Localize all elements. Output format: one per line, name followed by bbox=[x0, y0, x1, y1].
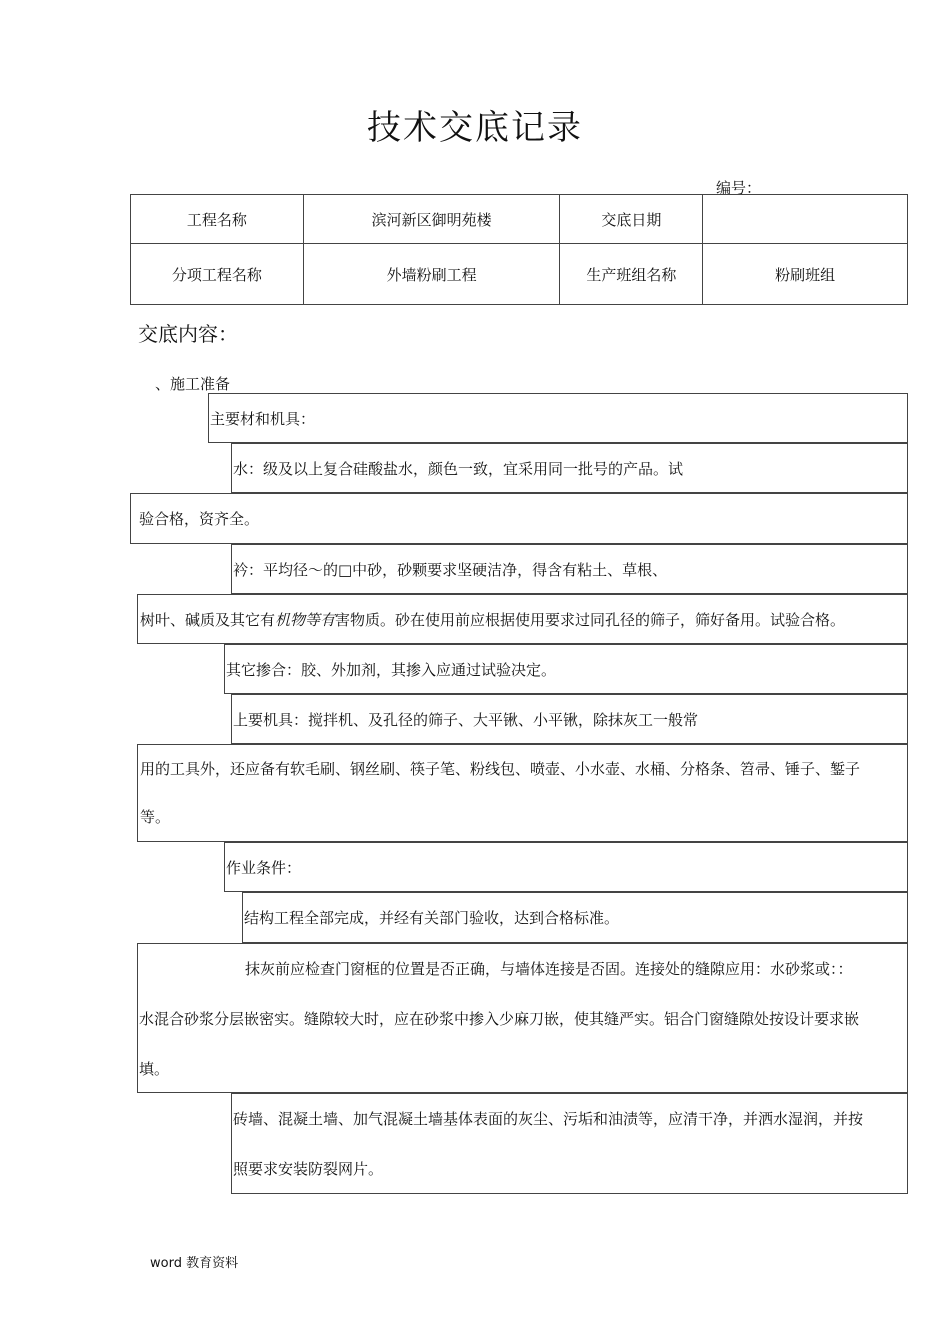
cond1-line: 结构工程全部完成，并经有关部门验收，达到合格标准。 bbox=[244, 909, 620, 927]
team-value: 粉刷班组 bbox=[703, 244, 908, 305]
cond3-line-1: 砖墙、混凝土墙、加气混凝土墙基体表面的灰尘、污垢和油渍等，应清干净，并洒水湿润，并按 bbox=[233, 1110, 864, 1128]
team-label: 生产班组名称 bbox=[560, 244, 703, 305]
prep-heading: 、施工准备 bbox=[155, 375, 231, 393]
sand-box bbox=[231, 544, 908, 594]
tools-line-2: 用的工具外，还应备有软毛刷、钢丝刷、筷子笔、粉线包、喷壶、小水壶、水桶、分格条、笤帚、锤子、錾子 bbox=[140, 760, 861, 778]
project-name-value: 滨河新区御明苑楼 bbox=[303, 195, 560, 244]
cond1-box bbox=[242, 892, 908, 943]
cond3-box bbox=[231, 1093, 908, 1194]
cement-cont-box bbox=[130, 493, 908, 544]
handover-date-label: 交底日期 bbox=[560, 195, 703, 244]
tools-box bbox=[231, 694, 908, 744]
subproject-value: 外墙粉刷工程 bbox=[303, 244, 560, 305]
cond3-line-2: 照要求安装防裂网片。 bbox=[233, 1160, 384, 1178]
sand-cont-box bbox=[137, 594, 908, 644]
sand-line-2c: 害物质。砂在使用前应根据使用要求过同孔径的筛子，筛好备用。试验合格。 bbox=[335, 611, 846, 629]
project-name-label: 工程名称 bbox=[131, 195, 304, 244]
info-table bbox=[130, 194, 908, 305]
cond2-line-3: 填。 bbox=[139, 1060, 170, 1078]
conditions-heading-box bbox=[224, 842, 908, 892]
sand-line-2a: 树叶、碱质及其它有 bbox=[140, 611, 276, 629]
sand-line-2 bbox=[138, 595, 907, 644]
tools-cont-box bbox=[137, 744, 908, 842]
cement-line-2: 验合格，资齐全。 bbox=[139, 510, 260, 528]
content-label: 交底内容： bbox=[138, 322, 238, 346]
materials-heading-box bbox=[208, 393, 908, 443]
footer-text: word 教育资料 bbox=[150, 1256, 239, 1271]
cement-box bbox=[231, 443, 908, 493]
cond2-box bbox=[137, 943, 908, 1093]
doc-number-label: 编号： bbox=[716, 179, 762, 197]
admixture-line: 其它掺合：胶、外加剂，其掺入应通过试验决定。 bbox=[226, 661, 557, 679]
sand-line-1: 衿：平均径～的□中砂，砂颗要求坚硬洁净，得含有粘土、草根、 bbox=[233, 561, 668, 579]
cond2-line-2: 水混合砂浆分层嵌密实。缝隙较大时，应在砂浆中掺入少麻刀嵌，使其缝严实。铝合门窗缝隙处按设计要求嵌 bbox=[139, 1010, 860, 1028]
admixture-box bbox=[224, 644, 908, 694]
handover-date-value bbox=[703, 195, 908, 244]
tools-line-3: 等。 bbox=[140, 808, 171, 826]
conditions-heading: 作业条件： bbox=[226, 859, 302, 877]
page-title: 技术交底记录 bbox=[367, 108, 583, 148]
info-row-project bbox=[131, 195, 908, 244]
cement-line-1: 水：级及以上复合硅酸盐水，颜色一致，宜采用同一批号的产品。试 bbox=[233, 460, 684, 478]
sand-line-2b: 机物等有 bbox=[275, 611, 336, 629]
cond2-line-1: 抹灰前应检查门窗框的位置是否正确，与墙体连接是否固。连接处的缝隙应用：水砂浆或：： bbox=[245, 960, 853, 978]
subproject-label: 分项工程名称 bbox=[131, 244, 304, 305]
materials-heading: 主要材和机具： bbox=[210, 410, 316, 428]
tools-line-1: 上要机具：搅拌机、及孔径的筛子、大平锹、小平锹，除抹灰工一般常 bbox=[233, 711, 699, 729]
info-row-subproject bbox=[131, 244, 908, 305]
